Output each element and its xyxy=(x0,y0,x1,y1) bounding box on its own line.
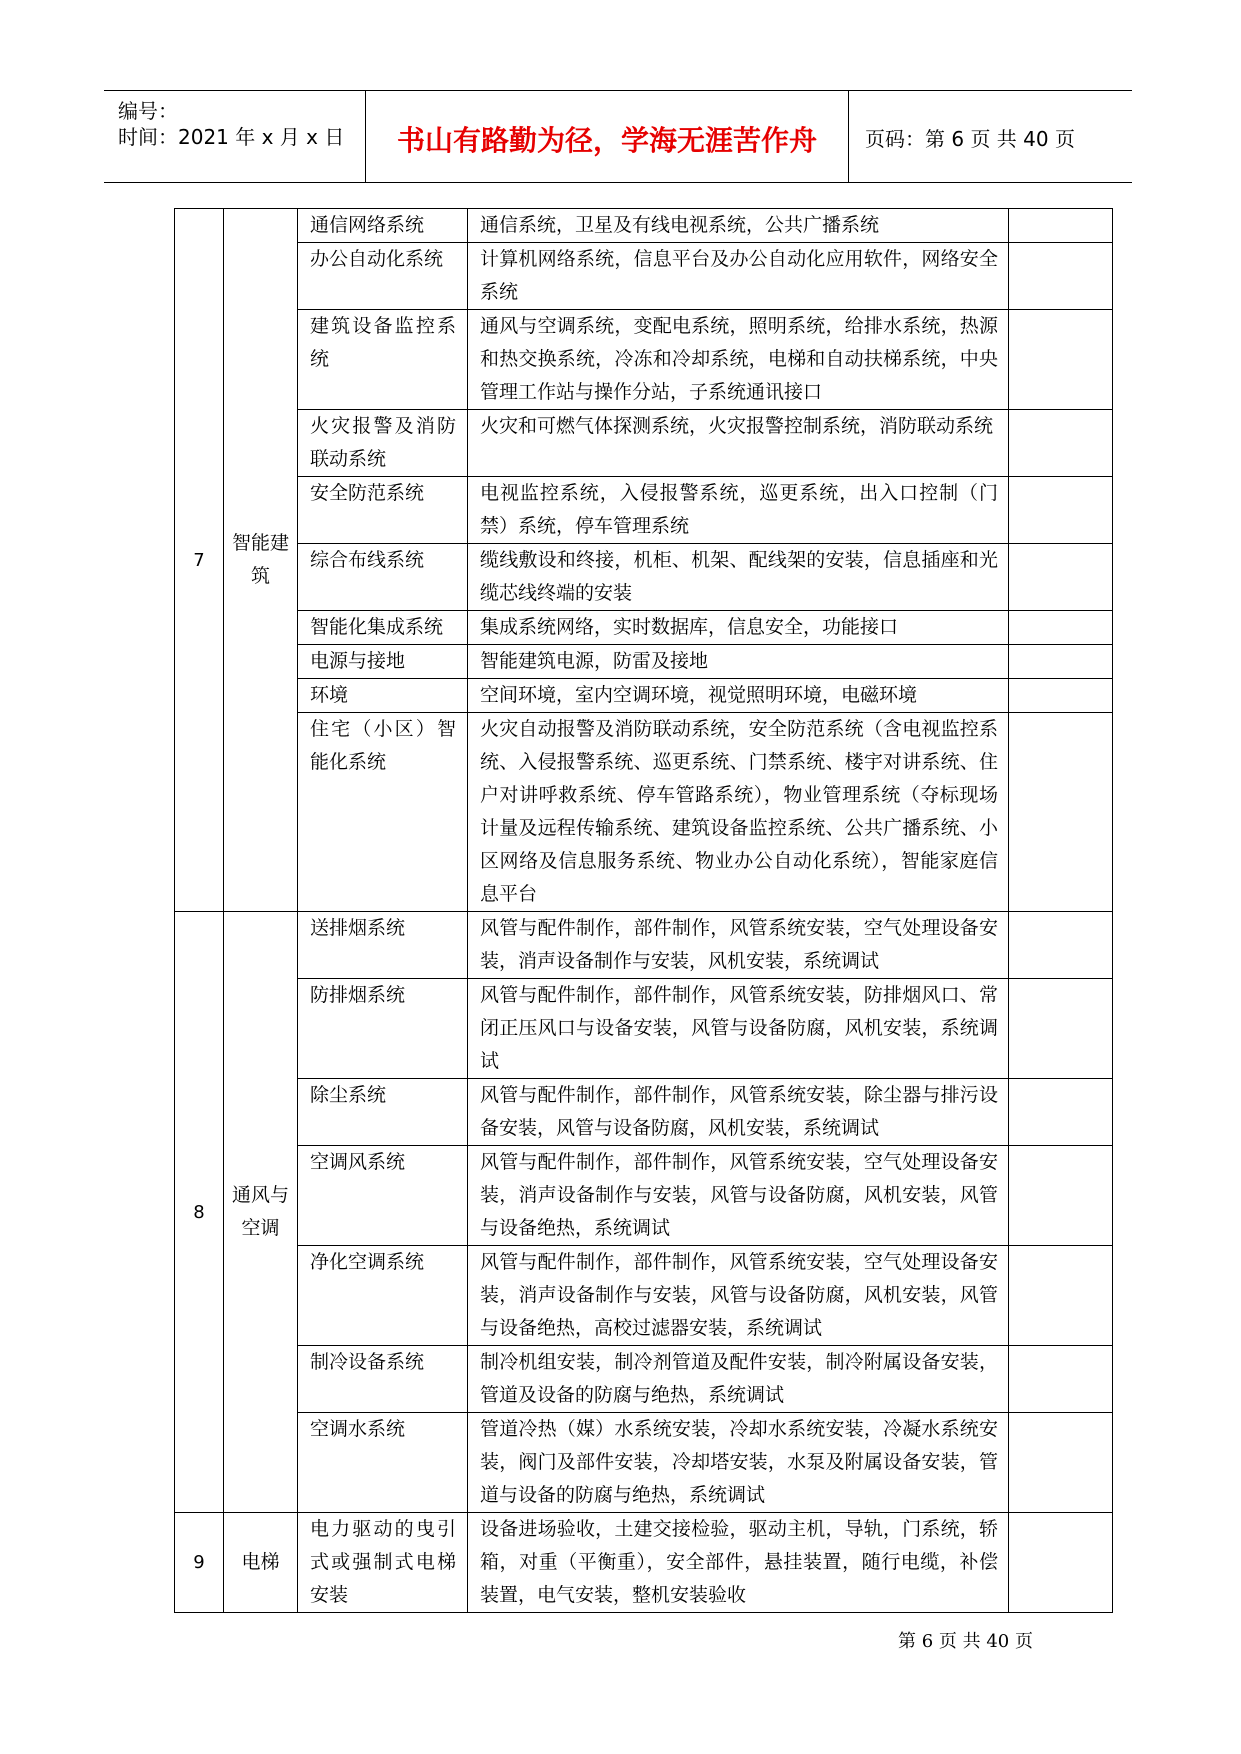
group-number: 8 xyxy=(175,912,224,1513)
subsystem-name: 办公自动化系统 xyxy=(298,243,468,310)
subsystem-name: 环境 xyxy=(298,679,468,713)
header-meta-cell xyxy=(104,91,366,182)
subsystem-name: 智能化集成系统 xyxy=(298,611,468,645)
remark-cell xyxy=(1009,1146,1113,1246)
remark-cell xyxy=(1009,477,1113,544)
table-row xyxy=(175,713,1113,912)
document-number-label: 编号： xyxy=(118,99,178,123)
table-row xyxy=(175,410,1113,477)
inspection-items-table xyxy=(174,208,1113,1613)
subsystem-detail: 空间环境，室内空调环境，视觉照明环境，电磁环境 xyxy=(468,679,1009,713)
subsystem-detail: 火灾自动报警及消防联动系统，安全防范系统（含电视监控系统、入侵报警系统、巡更系统、门禁系统、楼宇对讲系统、住户对讲呼救系统、停车管路系统），物业管理系统（夺标现场计量及远程传输系统、建筑设备监控系统、公共广播系统、小区网络及信息服务系统、物业办公自动化系统），智能家庭信息平台 xyxy=(468,713,1009,912)
subsystem-name: 火灾报警及消防联动系统 xyxy=(298,410,468,477)
table-row xyxy=(175,611,1113,645)
group-category: 电梯 xyxy=(224,1513,298,1613)
subsystem-name: 电力驱动的曳引式或强制式电梯安装 xyxy=(298,1513,468,1613)
subsystem-name: 综合布线系统 xyxy=(298,544,468,611)
subsystem-detail: 通风与空调系统，变配电系统，照明系统，给排水系统，热源和热交换系统，冷冻和冷却系统，电梯和自动扶梯系统，中央管理工作站与操作分站，子系统通讯接口 xyxy=(468,310,1009,410)
table-row xyxy=(175,1246,1113,1346)
subsystem-detail: 集成系统网络，实时数据库，信息安全，功能接口 xyxy=(468,611,1009,645)
subsystem-detail: 计算机网络系统，信息平台及办公自动化应用软件，网络安全系统 xyxy=(468,243,1009,310)
table-row xyxy=(175,912,1113,979)
subsystem-detail: 风管与配件制作，部件制作，风管系统安装，空气处理设备安装，消声设备制作与安装，风机安装，系统调试 xyxy=(468,912,1009,979)
table-row xyxy=(175,1413,1113,1513)
subsystem-name: 通信网络系统 xyxy=(298,209,468,243)
remark-cell xyxy=(1009,679,1113,713)
header-page-number: 页码：第 6 页 共 40 页 xyxy=(865,127,1075,151)
subsystem-name: 住宅（小区）智能化系统 xyxy=(298,713,468,912)
subsystem-detail: 电视监控系统，入侵报警系统，巡更系统，出入口控制（门禁）系统，停车管理系统 xyxy=(468,477,1009,544)
remark-cell xyxy=(1009,1246,1113,1346)
subsystem-detail: 智能建筑电源，防雷及接地 xyxy=(468,645,1009,679)
group-category: 通风与空调 xyxy=(224,912,298,1513)
remark-cell xyxy=(1009,1079,1113,1146)
subsystem-name: 防排烟系统 xyxy=(298,979,468,1079)
page-header xyxy=(104,90,1132,183)
remark-cell xyxy=(1009,243,1113,310)
subsystem-name: 电源与接地 xyxy=(298,645,468,679)
table-row xyxy=(175,1146,1113,1246)
table-row xyxy=(175,679,1113,713)
table-row xyxy=(175,477,1113,544)
remark-cell xyxy=(1009,310,1113,410)
table-row xyxy=(175,979,1113,1079)
table-row xyxy=(175,544,1113,611)
page-footer: 第 6 页 共 40 页 xyxy=(898,1631,1033,1652)
subsystem-detail: 风管与配件制作，部件制作，风管系统安装，防排烟风口、常闭正压风口与设备安装，风管与设备防腐，风机安装，系统调试 xyxy=(468,979,1009,1079)
subsystem-detail: 风管与配件制作，部件制作，风管系统安装，空气处理设备安装，消声设备制作与安装，风管与设备防腐，风机安装，风管与设备绝热，高校过滤器安装，系统调试 xyxy=(468,1246,1009,1346)
subsystem-name: 建筑设备监控系统 xyxy=(298,310,468,410)
remark-cell xyxy=(1009,544,1113,611)
group-number: 9 xyxy=(175,1513,224,1613)
remark-cell xyxy=(1009,979,1113,1079)
subsystem-name: 送排烟系统 xyxy=(298,912,468,979)
subsystem-name: 空调风系统 xyxy=(298,1146,468,1246)
subsystem-name: 安全防范系统 xyxy=(298,477,468,544)
remark-cell xyxy=(1009,912,1113,979)
subsystem-detail: 通信系统，卫星及有线电视系统，公共广播系统 xyxy=(468,209,1009,243)
subsystem-name: 净化空调系统 xyxy=(298,1246,468,1346)
table-row xyxy=(175,209,1113,243)
remark-cell xyxy=(1009,645,1113,679)
remark-cell xyxy=(1009,611,1113,645)
subsystem-detail: 风管与配件制作，部件制作，风管系统安装，除尘器与排污设备安装，风管与设备防腐，风机安装，系统调试 xyxy=(468,1079,1009,1146)
header-motto-cell xyxy=(366,91,849,182)
subsystem-name: 空调水系统 xyxy=(298,1413,468,1513)
subsystem-detail: 制冷机组安装，制冷剂管道及配件安装，制冷附属设备安装，管道及设备的防腐与绝热，系统调试 xyxy=(468,1346,1009,1413)
table-row xyxy=(175,243,1113,310)
subsystem-detail: 管道冷热（媒）水系统安装，冷却水系统安装，冷凝水系统安装，阀门及部件安装，冷却塔安装，水泵及附属设备安装，管道与设备的防腐与绝热，系统调试 xyxy=(468,1413,1009,1513)
subsystem-detail: 缆线敷设和终接，机柜、机架、配线架的安装，信息插座和光缆芯线终端的安装 xyxy=(468,544,1009,611)
table-row xyxy=(175,310,1113,410)
header-motto: 书山有路勤为径，学海无涯苦作舟 xyxy=(396,124,817,157)
subsystem-detail: 火灾和可燃气体探测系统，火灾报警控制系统，消防联动系统 xyxy=(468,410,1009,477)
table-row xyxy=(175,1079,1113,1146)
header-page-cell xyxy=(849,91,1132,182)
remark-cell xyxy=(1009,1413,1113,1513)
group-category: 智能建筑 xyxy=(224,209,298,912)
table-row xyxy=(175,1346,1113,1413)
subsystem-detail: 设备进场验收，土建交接检验，驱动主机，导轨，门系统，轿箱，对重（平衡重），安全部件，悬挂装置，随行电缆，补偿装置，电气安装，整机安装验收 xyxy=(468,1513,1009,1613)
table-row xyxy=(175,1513,1113,1613)
remark-cell xyxy=(1009,410,1113,477)
subsystem-name: 除尘系统 xyxy=(298,1079,468,1146)
document-time-label: 时间：2021 年 x 月 x 日 xyxy=(118,125,345,149)
remark-cell xyxy=(1009,209,1113,243)
remark-cell xyxy=(1009,1346,1113,1413)
remark-cell xyxy=(1009,713,1113,912)
subsystem-name: 制冷设备系统 xyxy=(298,1346,468,1413)
table-row xyxy=(175,645,1113,679)
subsystem-detail: 风管与配件制作，部件制作，风管系统安装，空气处理设备安装，消声设备制作与安装，风管与设备防腐，风机安装，风管与设备绝热，系统调试 xyxy=(468,1146,1009,1246)
group-number: 7 xyxy=(175,209,224,912)
remark-cell xyxy=(1009,1513,1113,1613)
